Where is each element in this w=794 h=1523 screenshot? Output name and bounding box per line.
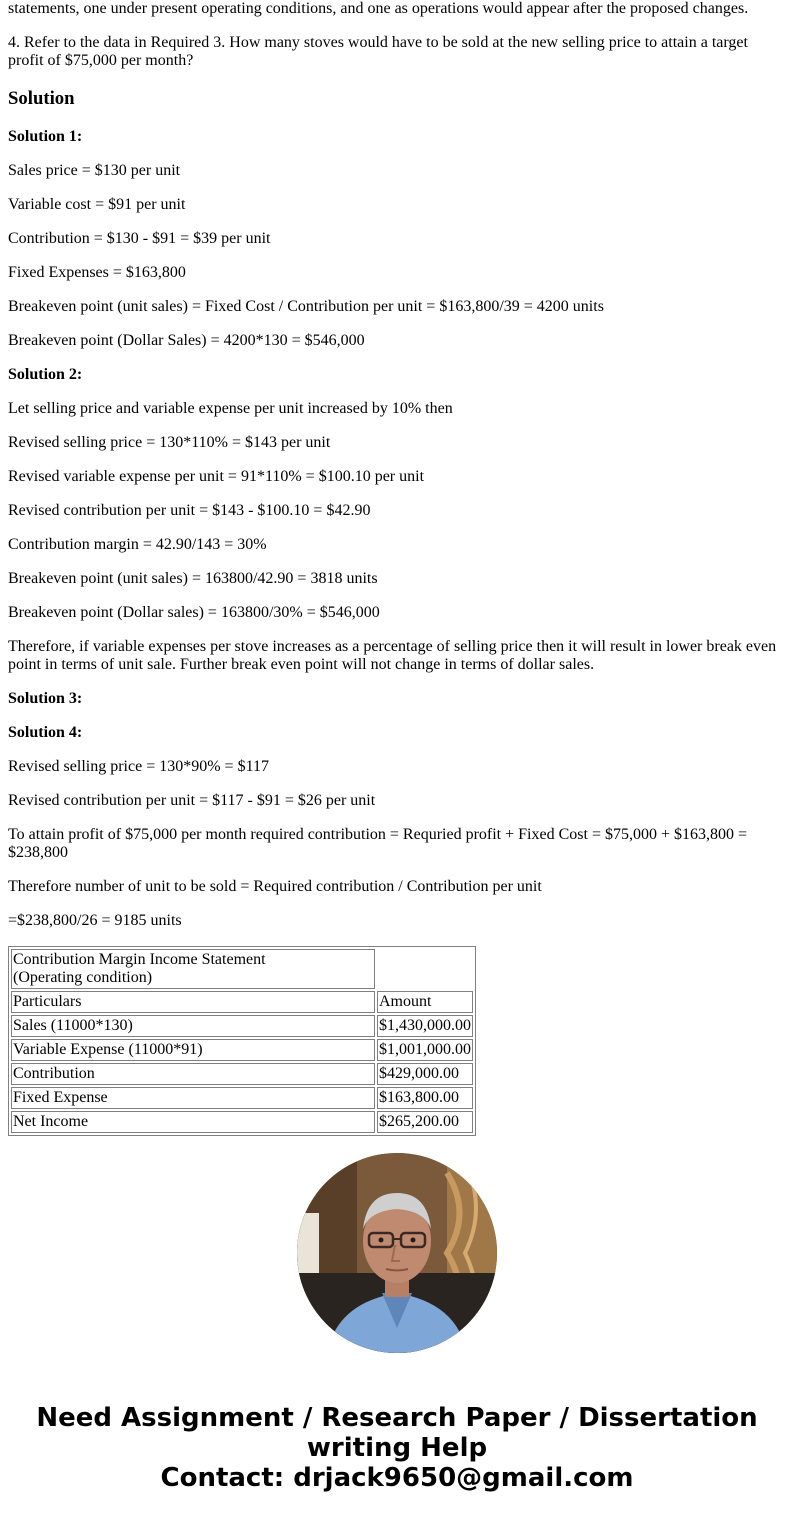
question-4: 4. Refer to the data in Required 3. How many stoves would have to be sold at the new selling price to attain a target profit of $75,000 per month? xyxy=(8,34,748,69)
table-cell-amount: $1,001,000.00 xyxy=(377,1039,473,1061)
table-header-amount: Amount xyxy=(377,991,473,1013)
solution-2-line: Let selling price and variable expense per unit increased by 10% then xyxy=(8,400,453,417)
table-row xyxy=(11,1063,473,1085)
table-title-empty-cell xyxy=(377,949,473,989)
solution-4-heading xyxy=(8,724,786,742)
table-cell-particular: Fixed Expense xyxy=(11,1087,375,1109)
solution-1-heading xyxy=(8,128,786,146)
income-statement-table xyxy=(8,946,476,1136)
promo-line-1: Need Assignment / Research Paper / Dissertation xyxy=(36,1403,758,1433)
solution-1-line: Contribution = $130 - $91 = $39 per unit xyxy=(8,230,271,247)
solution-2-line: Revised selling price = 130*110% = $143 per unit xyxy=(8,434,331,451)
table-row xyxy=(11,1087,473,1109)
table-cell-particular: Net Income xyxy=(11,1111,375,1133)
solution-2-line: Breakeven point (unit sales) = 163800/42.90 = 3818 units xyxy=(8,570,378,587)
solution-3-heading-text: Solution 3: xyxy=(8,690,83,707)
solution-2-heading-text: Solution 2: xyxy=(8,366,83,383)
document-body xyxy=(8,0,786,1136)
table-cell-amount: $163,800.00 xyxy=(377,1087,473,1109)
solution-4-line: Revised selling price = 130*90% = $117 xyxy=(8,758,269,775)
solution-2-line: Revised contribution per unit = $143 - $100.10 = $42.90 xyxy=(8,502,371,519)
promo-banner xyxy=(0,1403,794,1493)
table-cell-particular: Sales (11000*130) xyxy=(11,1015,375,1037)
solution-1-line: Breakeven point (Dollar Sales) = 4200*130 = $546,000 xyxy=(8,332,365,349)
author-avatar xyxy=(297,1153,497,1353)
table-cell-amount: $429,000.00 xyxy=(377,1063,473,1085)
table-title-line-2: (Operating condition) xyxy=(13,969,153,986)
table-header-particulars: Particulars xyxy=(11,991,375,1013)
solution-1-heading-text: Solution 1: xyxy=(8,128,83,145)
solution-4-line: =$238,800/26 = 9185 units xyxy=(8,912,182,929)
promo-line-2: writing Help xyxy=(306,1433,488,1463)
solution-2-line: Contribution margin = 42.90/143 = 30% xyxy=(8,536,267,553)
solution-heading: Solution xyxy=(8,88,75,109)
solution-4-heading-text: Solution 4: xyxy=(8,724,83,741)
solution-2-heading xyxy=(8,366,786,384)
table-title-row xyxy=(11,949,473,989)
solution-4-line: Therefore number of unit to be sold = Required contribution / Contribution per unit xyxy=(8,878,542,895)
table-row xyxy=(11,1039,473,1061)
author-portrait-icon xyxy=(297,1153,497,1353)
table-cell-particular: Variable Expense (11000*91) xyxy=(11,1039,375,1061)
table-cell-amount: $265,200.00 xyxy=(377,1111,473,1133)
solution-1-line: Fixed Expenses = $163,800 xyxy=(8,264,186,281)
solution-2-line: Revised variable expense per unit = 91*110% = $100.10 per unit xyxy=(8,468,425,485)
table-row xyxy=(11,1111,473,1133)
table-cell-amount: $1,430,000.00 xyxy=(377,1015,473,1037)
solution-2-line: Breakeven point (Dollar sales) = 163800/30% = $546,000 xyxy=(8,604,380,621)
solution-1-line: Breakeven point (unit sales) = Fixed Cost / Contribution per unit = $163,800/39 = 4200 units xyxy=(8,298,604,315)
solution-3-heading xyxy=(8,690,786,708)
table-title-line-1: Contribution Margin Income Statement xyxy=(13,951,266,968)
table-cell-particular: Contribution xyxy=(11,1063,375,1085)
table-header-row xyxy=(11,991,473,1013)
solution-1-line: Sales price = $130 per unit xyxy=(8,162,181,179)
solution-1-line: Variable cost = $91 per unit xyxy=(8,196,186,213)
intro-partial-line: statements, one under present operating conditions, and one as operations would appear after the proposed changes. xyxy=(8,0,749,17)
table-title-cell xyxy=(11,949,375,989)
solution-4-line: To attain profit of $75,000 per month required contribution = Requried profit + Fixed Cost = $75,000 + $163,800 = $238,800 xyxy=(8,826,748,861)
promo-contact: Contact: drjack9650@gmail.com xyxy=(160,1463,634,1493)
table-row xyxy=(11,1015,473,1037)
solution-4-line: Revised contribution per unit = $117 - $91 = $26 per unit xyxy=(8,792,376,809)
solution-2-conclusion: Therefore, if variable expenses per stove increases as a percentage of selling price then it will result in lower break even point in terms of unit sale. Further break even point will not change in terms of dollar sales. xyxy=(8,638,777,673)
